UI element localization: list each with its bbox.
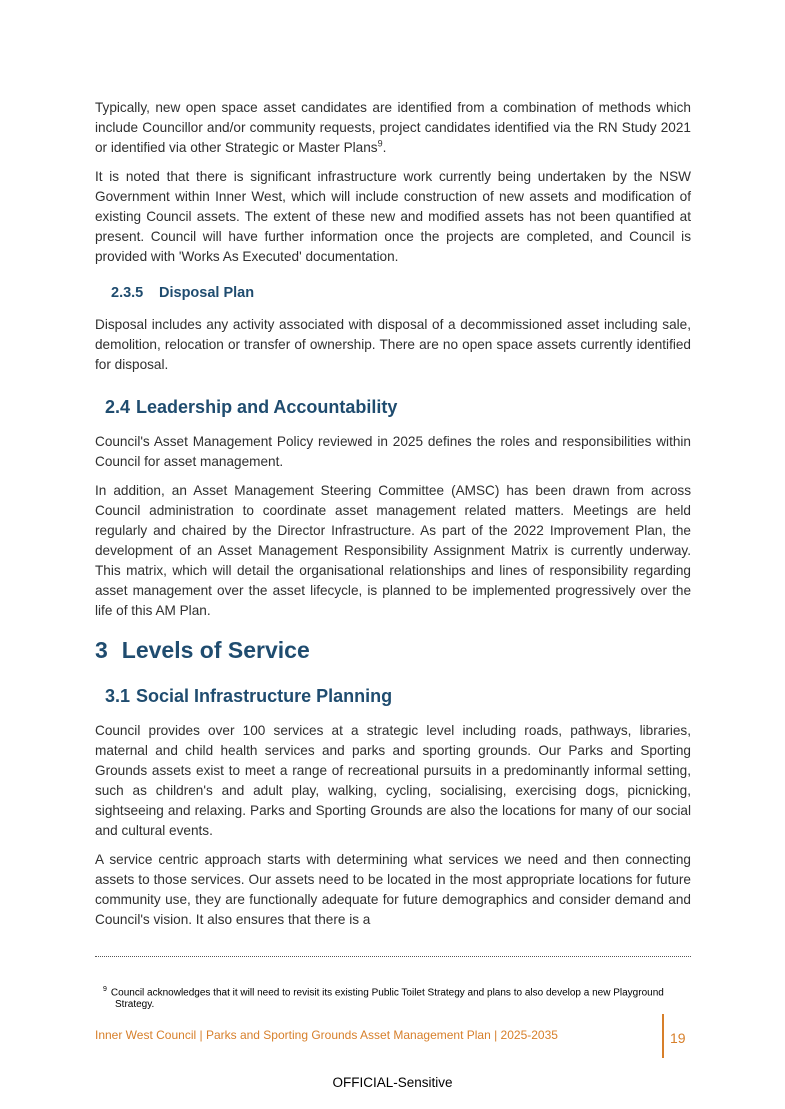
footnote-marker: 9 [103,986,107,993]
heading-2-4 [105,397,691,418]
intro-paragraph-2: It is noted that there is significant infrastructure work currently being undertaken by the NSW Government within Inner West, which will include construction of new assets and modification of existing Council assets. The extent of these new and modified assets has not been quantified at present. Council will have further information once the projects are completed, and Council is provided with 'Works As Executed' documentation. [95,169,691,264]
disposal-paragraph: Disposal includes any activity associated with disposal of a decommissioned asset including sale, demolition, relocation or transfer of ownership. There are no open space assets currently identified for disposal. [95,317,691,372]
section-number: 3.1 [105,686,131,706]
classification-label: OFFICIAL-Sensitive [332,1075,453,1090]
section-number: 2.4 [105,397,131,417]
footnote-text: Council acknowledges that it will need to revisit its existing Public Toilet Strategy and plans to also develop a new Playground Strategy. [110,987,664,1011]
heading-2-3-5 [111,285,691,301]
section-title: Disposal Plan [159,285,255,301]
leadership-paragraph-2: In addition, an Asset Management Steering Committee (AMSC) has been drawn from across Council administration to coordinate asset management related matters. Meetings are held regularly and chaired by the Director Infrastructure. As part of the 2022 Improvement Plan, the development of an Asset Management Responsibility Assignment Matrix is currently underway. This matrix, which will detail the organisational relationships and lines of responsibility regarding asset management over the asset lifecycle, is planned to be implemented progressively over the life of this AM Plan. [95,483,691,618]
section-title: Leadership and Accountability [136,397,398,417]
footnote-reference[interactable]: 9 [377,138,383,149]
section-title: Levels of Service [121,637,310,663]
page-content [95,98,691,939]
intro-paragraph-1: Typically, new open space asset candidates are identified from a combination of methods which include Councillor and/or community requests, project candidates identified via the RN Study 2021 or identified via other Strategic or Master Plans$^9$. [95,100,691,155]
social-paragraph-1: Council provides over 100 services at a strategic level including roads, pathways, libraries, maternal and child health services and parks and sporting grounds. Our Parks and Sporting Grounds assets exist to meet a range of recreational pursuits in a predominantly informal setting, such as children's and adult play, walking, cycling, socialising, exercising dogs, picnicking, sightseeing and relaxing. Parks and Sporting Grounds are also the locations for many of our social and cultural events. [95,723,691,838]
heading-3 [95,637,691,664]
section-title: Social Infrastructure Planning [136,686,393,706]
section-number: 2.3.5 [111,285,144,301]
footer-divider [662,1014,664,1058]
heading-3-1 [105,686,691,707]
leadership-paragraph-1: Council's Asset Management Policy reviewed in 2025 defines the roles and responsibilities within Council for asset management. [95,434,691,469]
page-number: 19 [670,1030,686,1046]
footnote [95,984,691,1011]
section-number: 3 [95,637,108,663]
social-paragraph-2: A service centric approach starts with determining what services we need and then connecting assets to those services. Our assets need to be located in the most appropriate locations for future community use, they are functionally adequate for future demographics and consider demand and Council's vision. It also ensures that there is a [95,852,691,927]
footnote-divider [95,956,691,957]
footer-text: Inner West Council | Parks and Sporting Grounds Asset Management Plan | 2025-2035 [95,1028,558,1042]
